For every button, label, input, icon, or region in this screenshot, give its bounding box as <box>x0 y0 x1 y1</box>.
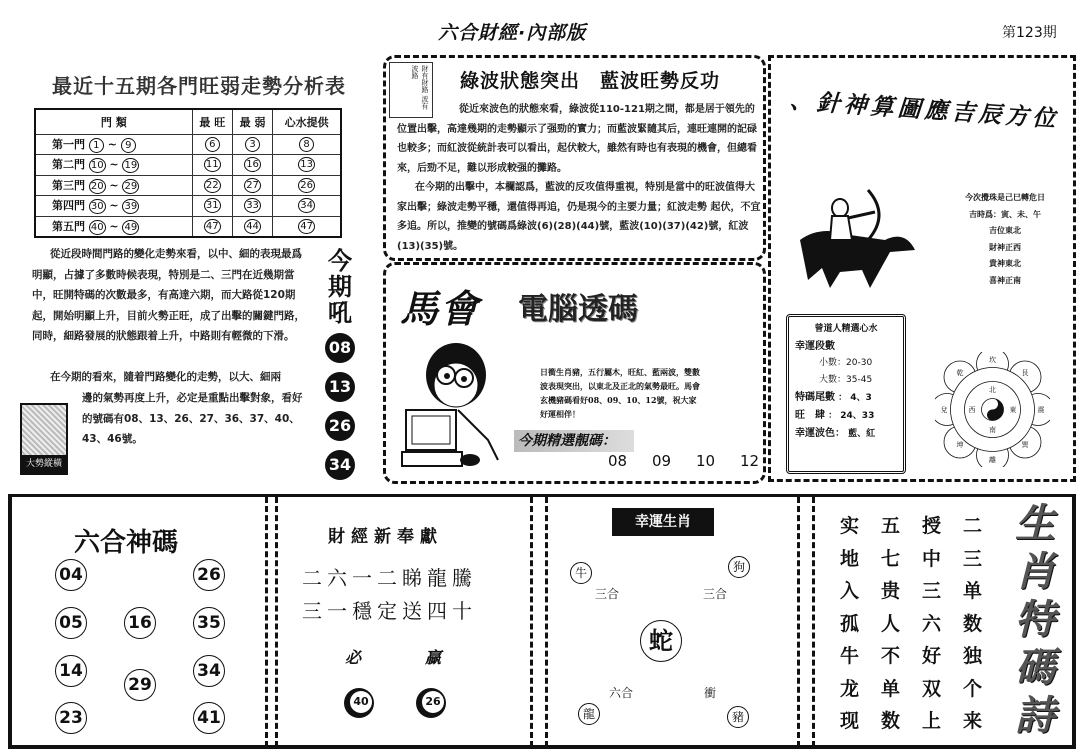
poem-title-char: 特 <box>1015 596 1055 643</box>
poem-char: 六 <box>922 612 942 635</box>
weakest-cell: 3 <box>232 134 272 155</box>
zodiac-label: 三合 <box>703 587 728 601</box>
weakest-cell: 27 <box>232 175 272 196</box>
fortune-info-line: 財神正西 <box>989 242 1021 252</box>
table-row <box>35 175 341 196</box>
bagua-compass-icon <box>935 352 1050 467</box>
mahui-text: 日衝生肖豬，五行屬木，旺紅、藍兩波，雙數波表現突出，以東北及正北的氣勢最旺。馬會玄機豬碼看好08、09、10、12號，祝大家好運相伴！ <box>540 367 700 419</box>
caijing-word-bi: 必 <box>345 648 362 667</box>
strongest-cell: 6 <box>192 134 232 155</box>
thumbnail-image <box>20 403 68 475</box>
poem-char: 龙 <box>840 677 860 700</box>
hot-numbers: 旺 肆 ： 24、33 <box>795 410 875 421</box>
bagua-trigram-label: 巽 <box>1021 441 1029 449</box>
caijing-ball: 40 <box>344 688 374 718</box>
brand-title: 六合財經·內部版 <box>438 22 587 44</box>
bagua-trigram-label: 坎 <box>989 356 996 364</box>
poem-char: 中 <box>922 547 942 570</box>
table-row <box>35 216 341 237</box>
divider <box>812 497 815 747</box>
strongest-cell: 22 <box>192 175 232 196</box>
col-header: 門 類 <box>35 109 192 134</box>
divider <box>265 497 268 747</box>
wave-paragraph-1: 從近來波色的狀態來看，綠波從110-121期之間，都是居于領先的位置出擊，高達幾期的走勢顯示了强勁的實力；而藍波緊隨其后，連旺連開的記碌也較多；而紅波從統計表可以看出，起伏較大，雖然有時也有表現的機會，但總看來，后勁不足，難以形成較强的攤路。 <box>397 104 757 174</box>
liuhe-title: 六合神碼 <box>74 528 179 558</box>
divider <box>275 497 278 747</box>
strongest-cell: 11 <box>192 155 232 176</box>
poem-char: 三 <box>963 547 983 570</box>
liuhe-number: 14 <box>55 655 87 687</box>
poem-column <box>922 510 941 738</box>
poem-title-char: 生 <box>1015 500 1055 547</box>
thumbnail-caption: 大勢縱橫 <box>22 455 66 473</box>
poem-char: 五 <box>881 515 901 537</box>
wave-headline: 綠波狀態突出 藍波旺勢反功 <box>460 70 721 92</box>
fortune-info-line: 今次攪珠是己巳轉危日 <box>965 193 1045 202</box>
poem-column <box>881 510 900 738</box>
liuhe-number: 23 <box>55 702 87 734</box>
poem-char: 来 <box>963 710 983 732</box>
liuhe-number: 05 <box>55 607 87 639</box>
issue-number: 第123期 <box>1002 25 1057 41</box>
mahui-subtitle: 電腦透碼 <box>518 292 638 327</box>
wave-paragraph-2: 在今期的出擊中，本欄認爲，藍波的反攻值得重視，特別是當中的旺波值得大家出擊；綠波走勢平穩，還值得再追，仍是現今的主要力量；紅波走勢 起伏，不宜多追。所以，推變的號碼爲綠波(6)(28)(44)號，藍波(10)(37)(42)號，紅波(13)(35)號。 <box>397 182 761 252</box>
poem-char: 现 <box>840 710 860 732</box>
pick-number: 12 <box>740 452 760 470</box>
table-row <box>35 134 341 155</box>
divider <box>545 497 548 747</box>
bagua-trigram-label: 坤 <box>956 441 964 449</box>
fortune-info <box>930 190 1080 289</box>
tip-cell: 13 <box>273 155 341 176</box>
lucky-color: 幸運波色： 藍、紅 <box>795 428 876 439</box>
table-row <box>35 155 341 176</box>
weakest-cell: 44 <box>232 216 272 237</box>
liuhe-number: 41 <box>193 702 225 734</box>
poem-column <box>840 510 859 738</box>
analysis-paragraph-3: 邊的氣勢再度上升，必定是重點出擊對象，看好的號碼有08、13、26、27、36、37、40、43、46號。 <box>82 392 303 446</box>
poem-char: 入 <box>840 580 860 602</box>
liuhe-number: 04 <box>55 559 87 591</box>
table-row <box>35 196 341 217</box>
poem-char: 数 <box>881 710 901 732</box>
poem-column <box>963 510 982 738</box>
poem-char: 单 <box>963 580 983 602</box>
zodiac-pig: 豬 <box>727 706 749 728</box>
tip-cell: 34 <box>273 196 341 217</box>
weakest-cell: 33 <box>232 196 272 217</box>
poem-char: 三 <box>922 580 942 602</box>
caijing-line-1: 二六一二睇龍騰 <box>302 566 477 590</box>
tip-cell: 47 <box>273 216 341 237</box>
zodiac-label: 三合 <box>595 587 620 601</box>
col-header: 最 弱 <box>232 109 272 134</box>
gate-name: 第三門 20 ~ 29 <box>35 175 192 196</box>
poem-char: 上 <box>922 710 942 732</box>
bagua-direction-label: 北 <box>989 386 996 394</box>
zodiac-poem <box>840 510 982 738</box>
shout-number: 13 <box>325 372 355 402</box>
tip-cell: 8 <box>273 134 341 155</box>
liuhe-number: 35 <box>193 607 225 639</box>
poem-char: 个 <box>963 677 983 700</box>
poem-char: 好 <box>922 645 942 667</box>
shout-number: 08 <box>325 333 355 363</box>
fortune-title: 、針神算圖應吉辰方位 <box>788 87 1061 133</box>
col-header: 最 旺 <box>192 109 232 134</box>
shout-title-char: 吼 <box>328 299 352 327</box>
liuhe-number: 29 <box>124 669 156 701</box>
strongest-cell: 31 <box>192 196 232 217</box>
caijing-line-2: 三一穩定送四十 <box>302 599 477 623</box>
fortune-info-line: 吉時爲：寅、未、午 <box>969 209 1041 219</box>
zodiac-dragon: 龍 <box>578 703 600 725</box>
gate-name: 第五門 40 ~ 49 <box>35 216 192 237</box>
poem-char: 地 <box>840 547 860 570</box>
shout-title <box>320 248 360 326</box>
zodiac-label: 六合 <box>609 686 634 700</box>
bagua-trigram-label: 震 <box>1037 406 1045 414</box>
pick-number: 08 <box>608 452 628 470</box>
lucky-card <box>786 314 906 474</box>
tip-cell: 26 <box>273 175 341 196</box>
gate-name: 第四門 30 ~ 39 <box>35 196 192 217</box>
pick-number: 09 <box>652 452 672 470</box>
lucky-card-title: 曾道人精選心水 <box>814 324 878 334</box>
poem-char: 双 <box>922 677 942 700</box>
poem-char: 单 <box>881 677 901 700</box>
bagua-direction-label: 南 <box>989 426 996 434</box>
bagua-direction-label: 東 <box>1009 406 1017 414</box>
fortune-info-line: 貴神東北 <box>989 259 1021 268</box>
caijing-word-ying: 贏 <box>425 648 442 667</box>
poem-char: 独 <box>963 645 983 667</box>
lucky-section-label: 幸運段數 <box>795 341 835 352</box>
poem-char: 人 <box>881 612 901 635</box>
poem-title-char: 碼 <box>1015 644 1055 691</box>
analysis-paragraph-2: 在今期的看來，隨着門路變化的走勢，以大、細兩 <box>50 371 281 383</box>
liuhe-number: 34 <box>193 655 225 687</box>
poem-char: 贵 <box>881 580 901 602</box>
caijing-ball: 26 <box>416 688 446 718</box>
analysis-paragraph-1: 從近段時間門路的變化走勢來看，以中、細的表現最爲明顯，占據了多數時候表現，特別是二、三門在近幾期當中，旺開特碼的次數最多，有高達六期，而大路從120期起，開始明顯上升，目前火勢正旺，成了出擊的關鍵門路，同時，細路發展的狀態跟着上升，中路則有輕微的下滑。 <box>32 248 305 343</box>
zodiac-title: 幸運生肖 <box>612 508 714 536</box>
col-header: 心水提供 <box>273 109 341 134</box>
tail-digits: 特碼尾數 ： 4、3 <box>795 392 872 403</box>
pick-label: 今期精選靚碼： <box>514 430 634 452</box>
poem-title-char: 肖 <box>1015 548 1055 595</box>
poem-char: 孤 <box>840 612 860 635</box>
poem-char: 不 <box>881 645 901 667</box>
poem-title <box>1004 500 1066 740</box>
shout-number: 34 <box>325 450 355 480</box>
zodiac-center-snake: 蛇 <box>640 620 682 662</box>
poem-char: 七 <box>881 547 901 570</box>
cartoon-computer-illustration <box>398 330 508 470</box>
poem-char: 实 <box>840 515 860 537</box>
gate-table <box>34 108 342 238</box>
fortune-info-line: 喜神正南 <box>989 275 1021 285</box>
poem-char: 数 <box>963 612 983 635</box>
gate-table-title: 最近十五期各門旺弱走勢分析表 <box>52 74 346 98</box>
liuhe-number: 26 <box>193 559 225 591</box>
divider <box>797 497 800 747</box>
sticker-label: 財有財路 波有波路 <box>389 62 433 118</box>
poem-title-char: 詩 <box>1015 692 1055 739</box>
divider <box>530 497 533 747</box>
shout-title-char: 期 <box>328 273 352 301</box>
fortune-info-line: 吉位東北 <box>989 226 1021 235</box>
liuhe-number: 16 <box>124 607 156 639</box>
poem-char: 二 <box>963 515 983 537</box>
gate-name: 第二門 10 ~ 19 <box>35 155 192 176</box>
small-range: 小數：20-30 <box>819 358 873 368</box>
big-range: 大數：35-45 <box>819 375 873 385</box>
bagua-direction-label: 西 <box>968 406 976 414</box>
shout-title-char: 今 <box>328 247 352 275</box>
zodiac-dog: 狗 <box>728 556 750 578</box>
zodiac-label: 衝 <box>704 686 717 700</box>
gate-name: 第一門 1 ~ 9 <box>35 134 192 155</box>
bagua-trigram-label: 兌 <box>940 406 948 414</box>
zodiac-ox: 牛 <box>570 562 592 584</box>
mahui-title: 馬會 <box>400 287 481 331</box>
bagua-trigram-label: 離 <box>989 456 996 464</box>
bagua-trigram-label: 艮 <box>1021 369 1029 377</box>
weakest-cell: 16 <box>232 155 272 176</box>
shout-number: 26 <box>325 411 355 441</box>
pick-number: 10 <box>696 452 716 470</box>
pick-numbers <box>608 452 784 470</box>
poem-char: 授 <box>922 515 942 537</box>
caijing-title: 財經新奉獻 <box>328 527 443 547</box>
archer-on-horse-illustration <box>790 180 920 290</box>
poem-char: 牛 <box>840 645 860 667</box>
strongest-cell: 47 <box>192 216 232 237</box>
bagua-trigram-label: 乾 <box>956 369 964 377</box>
